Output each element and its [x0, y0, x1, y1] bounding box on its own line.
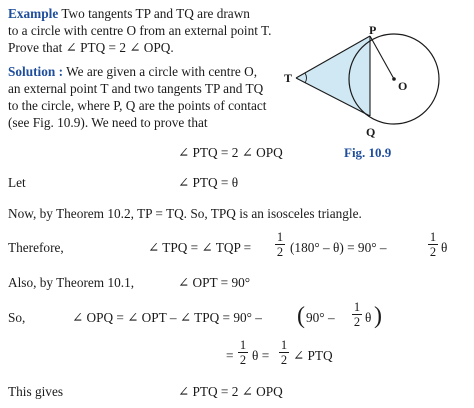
left-paren: ( [297, 303, 305, 329]
figure-caption: Fig. 10.9 [344, 145, 392, 160]
solution-text-1: We are given a circle with centre O, [66, 64, 258, 79]
result-frac1-num: 1 [239, 338, 247, 352]
example-label: Example [8, 6, 59, 21]
therefore-fraction-1 [275, 231, 285, 258]
result-tail: ∠ PTQ [293, 348, 333, 363]
label-o: O [398, 79, 408, 93]
so-frac-num: 1 [353, 300, 361, 314]
therefore-frac2-den: 2 [429, 245, 437, 259]
so-left: ∠ OPQ = ∠ OPT – ∠ TPQ = 90° – [72, 310, 262, 325]
example-line-3: Prove that ∠ PTQ = 2 ∠ OPQ. [8, 40, 174, 55]
result-prefix: = [226, 348, 234, 363]
therefore-fraction-2 [428, 231, 438, 258]
solution-line-2: an external point T and two tangents TP and TQ [8, 81, 264, 96]
also-label: Also, by Theorem 10.1, [8, 275, 135, 290]
centre-point [392, 77, 396, 81]
result-fraction-2 [279, 339, 289, 366]
result-frac2-num: 1 [280, 338, 288, 352]
therefore-frac1-den: 2 [276, 245, 284, 259]
theorem-line: Now, by Theorem 10.2, TP = TQ. So, TPQ is an isosceles triangle. [8, 206, 362, 221]
result-fraction-1 [238, 339, 248, 366]
so-frac-den: 2 [353, 315, 361, 329]
therefore-frac2-num: 1 [429, 230, 437, 244]
radius-op [370, 36, 394, 79]
therefore-label: Therefore, [8, 240, 64, 255]
result-frac1-den: 2 [239, 353, 247, 367]
so-label: So, [8, 310, 26, 325]
result-mid: θ = [252, 348, 270, 363]
let-expression: ∠ PTQ = θ [178, 175, 239, 190]
equation-to-prove: ∠ PTQ = 2 ∠ OPQ [178, 145, 283, 160]
label-p: P [369, 23, 377, 37]
gives-label: This gives [8, 384, 64, 399]
therefore-left: ∠ TPQ = ∠ TQP = [148, 240, 252, 255]
example-line-2: to a circle with centre O from an external point T. [8, 23, 272, 38]
also-expression: ∠ OPT = 90° [178, 275, 251, 290]
gives-expression: ∠ PTQ = 2 ∠ OPQ [178, 384, 283, 399]
therefore-frac1-num: 1 [276, 230, 284, 244]
let-label: Let [8, 175, 26, 190]
solution-label: Solution : [8, 64, 64, 79]
therefore-tail: θ [441, 240, 448, 255]
so-tail: θ [365, 310, 372, 325]
solution-line-3: to the circle, where P, Q are the points of contact [8, 98, 267, 113]
solution-line-4: (see Fig. 10.9). We need to prove that [8, 115, 208, 130]
right-paren: ) [374, 303, 382, 329]
so-fraction [352, 301, 362, 328]
label-t: T [284, 71, 293, 85]
so-inner: 90° – [306, 310, 335, 325]
example-text-1: Two tangents TP and TQ are drawn [61, 6, 250, 21]
result-frac2-den: 2 [280, 353, 288, 367]
tangent-region [296, 36, 370, 116]
label-q: Q [366, 125, 376, 139]
therefore-middle: (180° – θ) = 90° – [290, 240, 387, 255]
